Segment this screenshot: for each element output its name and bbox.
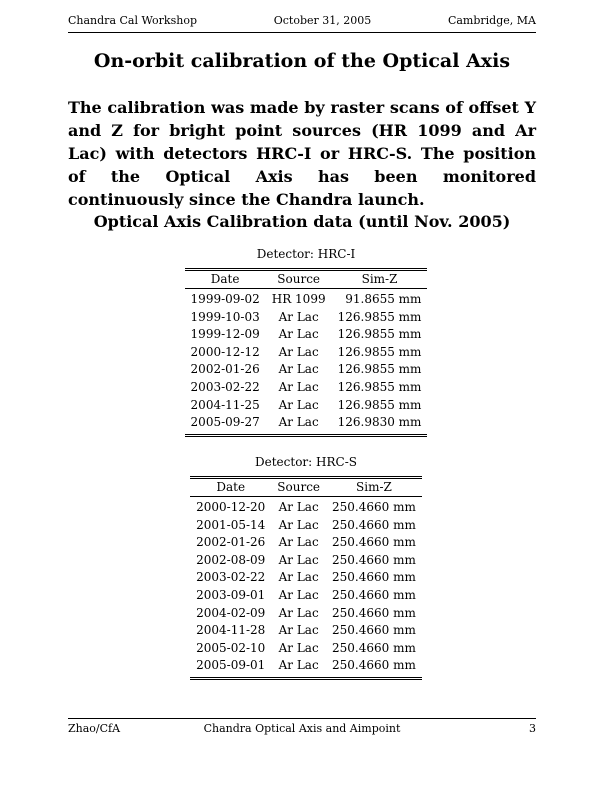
simz-cell: 250.4660 mm bbox=[332, 640, 416, 655]
simz-cell: 250.4660 mm bbox=[332, 570, 416, 585]
column-header-source: Source bbox=[266, 270, 332, 289]
table-row bbox=[190, 657, 422, 678]
date-cell: 1999-09-02 bbox=[190, 292, 260, 306]
slide-title: On-orbit calibration of the Optical Axis bbox=[93, 50, 511, 72]
simz-cell: 250.4660 mm bbox=[332, 517, 416, 532]
source-cell: Ar Lac bbox=[278, 517, 319, 532]
simz-cell: 250.4660 mm bbox=[332, 535, 416, 550]
date-cell: 2002-01-26 bbox=[190, 362, 260, 377]
date-cell: 2003-09-01 bbox=[196, 587, 266, 602]
simz-cell: 250.4660 mm bbox=[332, 500, 416, 514]
simz-cell: 250.4660 mm bbox=[332, 587, 416, 602]
simz-cell: 126.9855 mm bbox=[337, 309, 422, 324]
simz-cell: 126.9855 mm bbox=[337, 397, 422, 412]
date-cell: 2000-12-20 bbox=[196, 500, 266, 514]
hrci-table-block bbox=[0, 246, 612, 437]
header-right: Cambridge, MA bbox=[447, 14, 536, 27]
date-cell: 2000-12-12 bbox=[190, 344, 260, 359]
date-cell: 2002-08-09 bbox=[196, 552, 266, 567]
hrci-table-body bbox=[185, 289, 428, 436]
table-row bbox=[190, 497, 422, 517]
hrci-header-row bbox=[185, 270, 428, 289]
date-cell: 2005-09-01 bbox=[196, 658, 266, 673]
date-cell: 2004-11-28 bbox=[196, 623, 266, 638]
source-cell: Ar Lac bbox=[278, 658, 319, 673]
table-row bbox=[190, 517, 422, 535]
table-row bbox=[185, 397, 428, 415]
header-left: Chandra Cal Workshop bbox=[68, 14, 197, 27]
source-cell: Ar Lac bbox=[278, 605, 319, 620]
table-row bbox=[190, 552, 422, 570]
hrcs-table-block bbox=[0, 454, 612, 680]
simz-cell: 126.9855 mm bbox=[337, 379, 422, 394]
hrci-table bbox=[185, 268, 428, 437]
table-row bbox=[185, 309, 428, 327]
simz-cell: 250.4660 mm bbox=[332, 552, 416, 567]
source-cell: Ar Lac bbox=[278, 535, 319, 550]
simz-cell: 126.9855 mm bbox=[337, 362, 422, 377]
simz-cell: 126.9855 mm bbox=[337, 327, 422, 342]
source-cell: Ar Lac bbox=[278, 397, 319, 412]
table-row bbox=[185, 361, 428, 379]
page-footer bbox=[68, 718, 536, 740]
table-row bbox=[190, 534, 422, 552]
date-cell: 1999-12-09 bbox=[190, 327, 260, 342]
simz-cell: 91.8655 mm bbox=[345, 292, 422, 306]
intro-paragraph: The calibration was made by raster scans of offset Y and Z for bright point sources (HR 1099 and Ar Lac) with detectors HRC-I or HRC-S. The position of the Optical Axis has been monitored continuously since the Chandra launch. bbox=[68, 98, 536, 209]
footer-center: Chandra Optical Axis and Aimpoint bbox=[203, 722, 401, 735]
section-subtitle: Optical Axis Calibration data (until Nov. 2005) bbox=[93, 212, 511, 231]
source-cell: Ar Lac bbox=[278, 570, 319, 585]
source-cell: Ar Lac bbox=[278, 327, 319, 342]
simz-cell: 250.4660 mm bbox=[332, 623, 416, 638]
table-row bbox=[190, 569, 422, 587]
table-row bbox=[190, 640, 422, 658]
hrcs-table bbox=[190, 476, 422, 680]
table-row bbox=[185, 289, 428, 309]
source-cell: Ar Lac bbox=[278, 552, 319, 567]
header-center: October 31, 2005 bbox=[273, 14, 372, 27]
date-cell: 2001-05-14 bbox=[196, 517, 266, 532]
page-header bbox=[68, 14, 536, 33]
hrcs-header-row bbox=[190, 478, 422, 497]
hrcs-table-body bbox=[190, 497, 422, 679]
date-cell: 2005-02-10 bbox=[196, 640, 266, 655]
source-cell: HR 1099 bbox=[271, 292, 326, 306]
date-cell: 2003-02-22 bbox=[196, 570, 266, 585]
column-header-date: Date bbox=[185, 270, 266, 289]
table-row bbox=[185, 326, 428, 344]
column-header-date: Date bbox=[190, 478, 271, 497]
source-cell: Ar Lac bbox=[278, 379, 319, 394]
source-cell: Ar Lac bbox=[278, 309, 319, 324]
column-header-simz: Sim-Z bbox=[332, 270, 428, 289]
column-header-source: Source bbox=[271, 478, 326, 497]
hrci-caption: Detector: HRC-I bbox=[256, 247, 356, 261]
footer-page-number: 3 bbox=[529, 722, 536, 735]
table-row bbox=[185, 344, 428, 362]
source-cell: Ar Lac bbox=[278, 623, 319, 638]
source-cell: Ar Lac bbox=[278, 415, 319, 430]
date-cell: 2004-02-09 bbox=[196, 605, 266, 620]
source-cell: Ar Lac bbox=[278, 587, 319, 602]
table-row bbox=[185, 379, 428, 397]
source-cell: Ar Lac bbox=[278, 362, 319, 377]
source-cell: Ar Lac bbox=[278, 640, 319, 655]
table-row bbox=[190, 622, 422, 640]
source-cell: Ar Lac bbox=[278, 500, 319, 514]
table-row bbox=[185, 414, 428, 435]
table-row bbox=[190, 605, 422, 623]
date-cell: 2003-02-22 bbox=[190, 379, 260, 394]
source-cell: Ar Lac bbox=[278, 344, 319, 359]
simz-cell: 126.9855 mm bbox=[337, 344, 422, 359]
hrcs-caption: Detector: HRC-S bbox=[255, 455, 357, 469]
column-header-simz: Sim-Z bbox=[326, 478, 422, 497]
footer-left: Zhao/CfA bbox=[68, 722, 121, 735]
simz-cell: 250.4660 mm bbox=[332, 658, 416, 673]
date-cell: 1999-10-03 bbox=[190, 309, 260, 324]
simz-cell: 126.9830 mm bbox=[337, 415, 422, 430]
table-row bbox=[190, 587, 422, 605]
date-cell: 2004-11-25 bbox=[190, 397, 260, 412]
date-cell: 2002-01-26 bbox=[196, 535, 266, 550]
date-cell: 2005-09-27 bbox=[190, 415, 260, 430]
simz-cell: 250.4660 mm bbox=[332, 605, 416, 620]
